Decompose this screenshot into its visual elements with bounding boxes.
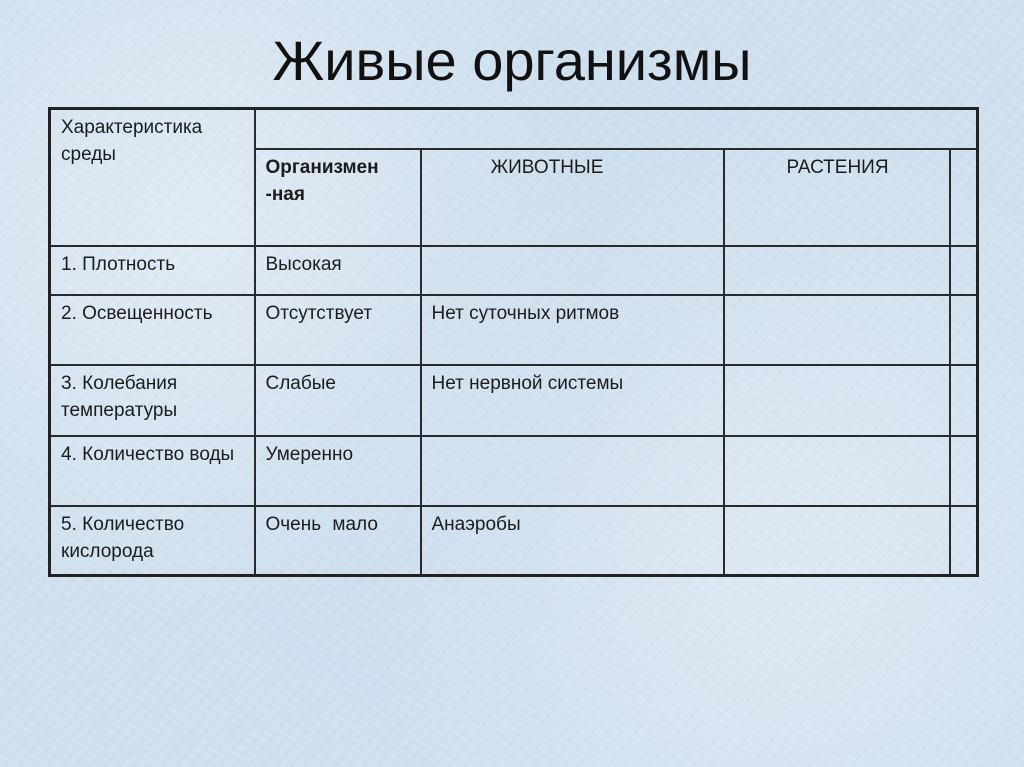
environment-table-container [48, 107, 976, 577]
cell-extra [950, 436, 978, 506]
cell-plants [724, 246, 950, 295]
cell-animals [421, 436, 724, 506]
header-spanning-cell [255, 109, 978, 149]
cell-extra [950, 506, 978, 576]
cell-animals: Нет нервной системы [421, 365, 724, 436]
table-row [50, 436, 978, 506]
header-animals: ЖИВОТНЫЕ [421, 149, 724, 246]
table-row [50, 506, 978, 576]
cell-organism: Высокая [255, 246, 421, 295]
header-plants: РАСТЕНИЯ [724, 149, 950, 246]
cell-characteristic: 4. Количество воды [50, 436, 255, 506]
cell-extra [950, 295, 978, 365]
cell-organism: Слабые [255, 365, 421, 436]
cell-organism: Очень мало [255, 506, 421, 576]
cell-extra [950, 246, 978, 295]
cell-extra [950, 365, 978, 436]
cell-organism: Отсутствует [255, 295, 421, 365]
cell-characteristic: 1. Плотность [50, 246, 255, 295]
cell-animals: Анаэробы [421, 506, 724, 576]
cell-characteristic: 2. Освещенность [50, 295, 255, 365]
table-header-row-top [50, 109, 978, 149]
header-extra-cell [950, 149, 978, 246]
slide-title: Живые организмы [272, 29, 752, 92]
cell-characteristic: 3. Колебания температуры [50, 365, 255, 436]
header-organism: Организмен -ная [255, 149, 421, 246]
cell-plants [724, 506, 950, 576]
cell-plants [724, 295, 950, 365]
corner-header-cell: Характеристика среды [50, 109, 255, 246]
cell-plants [724, 365, 950, 436]
table-row [50, 365, 978, 436]
cell-organism: Умеренно [255, 436, 421, 506]
table-row [50, 295, 978, 365]
cell-characteristic: 5. Количество кислорода [50, 506, 255, 576]
environment-table [48, 107, 979, 577]
cell-plants [724, 436, 950, 506]
cell-animals: Нет суточных ритмов [421, 295, 724, 365]
table-row [50, 246, 978, 295]
cell-animals [421, 246, 724, 295]
